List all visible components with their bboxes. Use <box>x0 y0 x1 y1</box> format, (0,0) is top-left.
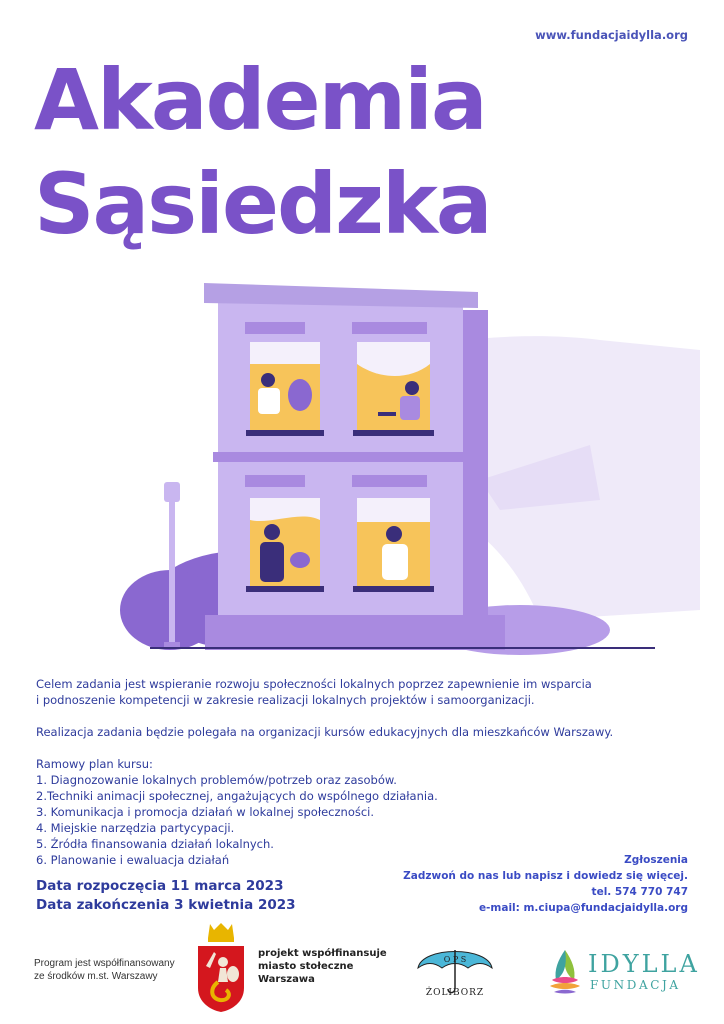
ops-label: ŻOLIBORZ <box>425 988 485 998</box>
idylla-name: IDYLLA <box>588 950 700 978</box>
plan-item: 3. Komunikacja i promocja działań w lokalnej społeczności. <box>36 805 375 819</box>
plan-item: 2.Techniki animacji społecznej, angażujących do wspólnego działania. <box>36 789 438 803</box>
sign <box>352 475 427 487</box>
plan-item: 6. Planowanie i ewaluacja działań <box>36 853 230 867</box>
ops-letters: O P S <box>443 955 467 964</box>
cofund-line-3: Warszawa <box>258 974 315 985</box>
goal-line-2: i podnoszenie kompetencji w zakresie realizacji lokalnych projektów i samoorganizacji. <box>36 693 535 707</box>
contact-text: Zadzwoń do nas lub napisz i dowiedz się więcej. <box>403 870 688 882</box>
building-side <box>463 310 488 650</box>
contact-phone[interactable]: tel. 574 770 747 <box>591 886 688 898</box>
title-line-1: Akademia <box>34 51 486 149</box>
funding-line-1: Program jest współfinansowany <box>34 958 175 969</box>
lamp-post <box>169 498 175 648</box>
building-base <box>205 615 505 650</box>
window-top-left <box>246 342 324 436</box>
contact-info <box>403 852 688 916</box>
warsaw-coat-of-arms <box>192 922 250 1014</box>
start-date: Data rozpoczęcia 11 marca 2023 <box>36 878 284 894</box>
contact-email[interactable]: e-mail: m.ciupa@fundacjaidylla.org <box>478 902 688 914</box>
plan-heading: Ramowy plan kursu: <box>36 757 153 771</box>
contact-heading: Zgłoszenia <box>624 854 688 866</box>
window-top-right <box>353 342 434 436</box>
sign <box>245 475 305 487</box>
floor-band <box>213 452 467 462</box>
cofunding-note <box>258 947 388 986</box>
description <box>36 676 676 868</box>
funding-note <box>34 957 184 983</box>
plan-item: 5. Źródła finansowania działań lokalnych. <box>36 837 274 851</box>
funding-line-2: ze środków m.st. Warszawy <box>34 971 158 982</box>
plan-item: 1. Diagnozowanie lokalnych problemów/potrzeb oraz zasobów. <box>36 773 397 787</box>
cofund-line-1: projekt współfinansuje <box>258 948 387 959</box>
title-line-2: Sąsiedzka <box>34 155 491 253</box>
page-title <box>34 48 491 256</box>
building-illustration <box>0 270 724 660</box>
idylla-logo <box>548 946 582 994</box>
window-bottom-left <box>246 498 324 592</box>
lamp-head <box>164 482 180 502</box>
website-url[interactable]: www.fundacjaidylla.org <box>535 28 688 42</box>
sign <box>245 322 305 334</box>
plan-item: 4. Miejskie narzędzia partycypacji. <box>36 821 235 835</box>
goal-line-1: Celem zadania jest wspieranie rozwoju społeczności lokalnych poprzez zapewnienie im wsparcia <box>36 677 592 691</box>
cofund-line-2: miasto stołeczne <box>258 961 354 972</box>
end-date: Data zakończenia 3 kwietnia 2023 <box>36 897 296 913</box>
idylla-subtitle: FUNDACJA <box>590 978 681 992</box>
window-bottom-right <box>353 498 434 592</box>
realization-text: Realizacja zadania będzie polegała na organizacji kursów edukacyjnych dla mieszkańców Warszawy. <box>36 725 614 739</box>
course-dates <box>36 877 296 915</box>
sign <box>352 322 427 334</box>
